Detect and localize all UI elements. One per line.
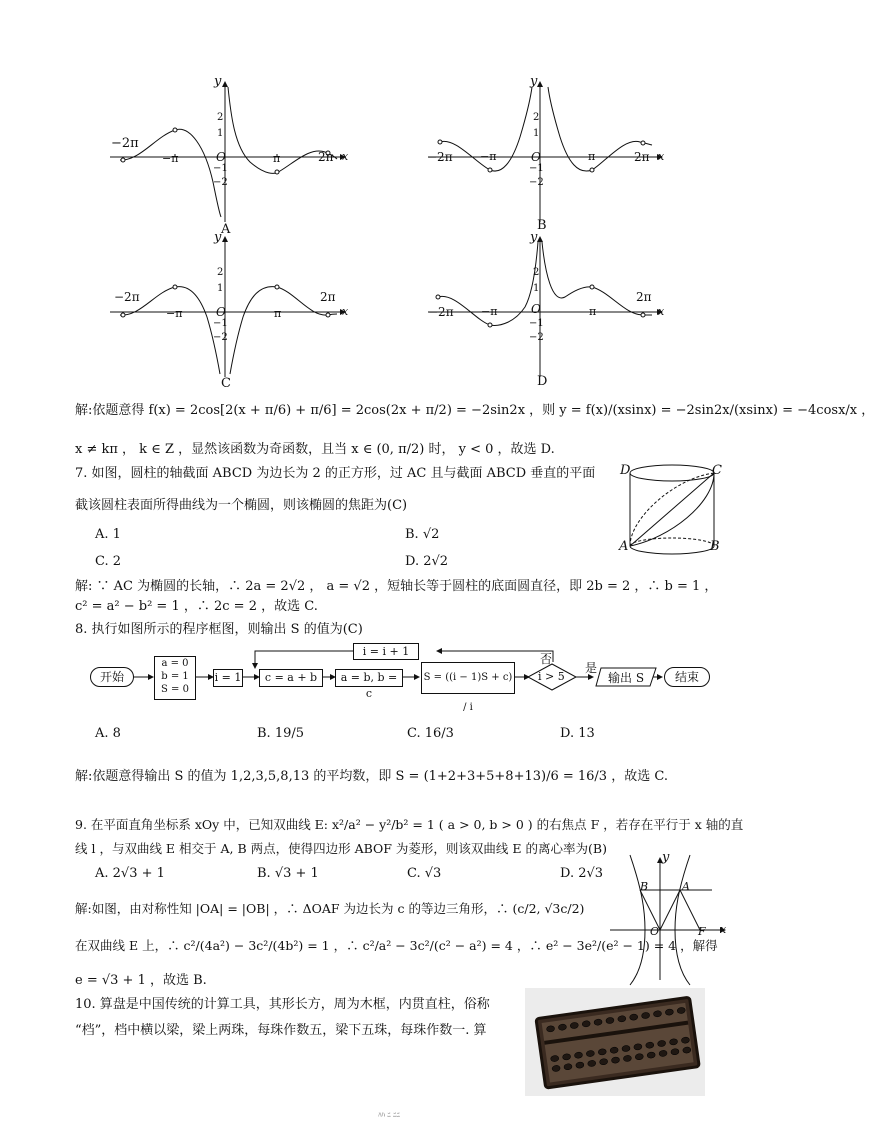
- graph-c-tick: −2π: [114, 290, 140, 304]
- graph-b-tick: −2π: [427, 150, 453, 164]
- graph-c-tick: 2: [217, 267, 224, 278]
- graph-a-tick: 2: [217, 112, 224, 123]
- flow-increment: i = i + 1: [353, 643, 419, 660]
- graph-b-tick: O: [531, 150, 541, 164]
- graph-d-tick: −2: [529, 332, 544, 343]
- graph-d-tick: −π: [481, 305, 498, 318]
- graph-b-tick: −π: [480, 150, 497, 163]
- q9-option-a: A. 2√3 + 1: [95, 866, 165, 881]
- graph-d-tick: O: [531, 302, 541, 316]
- graph-b-y-label: y: [530, 74, 538, 89]
- graph-c-tick: 2π: [320, 290, 336, 304]
- abacus-photo: [525, 988, 705, 1096]
- graph-b-caption: B: [537, 218, 547, 233]
- q8-option-c: C. 16/3: [407, 726, 454, 741]
- q7-solution-line1: 解: ∵ AC 为椭圆的长轴，∴ 2a = 2√2 ， a = √2 ，短轴长等于圆柱的底面圆直径，即 2b = 2 ，∴ b = 1 ，: [75, 579, 718, 594]
- graph-d-tick: 2: [533, 267, 540, 278]
- flow-yes-label: 是: [585, 661, 598, 675]
- graph-a: [110, 82, 345, 222]
- flow-i-init: i = 1: [213, 669, 243, 687]
- hyperbola-label-b: B: [640, 880, 649, 893]
- graph-c-tick: 1: [217, 283, 224, 294]
- q7-solution-line2: c² = a² − b² = 1 ，∴ 2c = 2 ，故选 C.: [75, 599, 318, 614]
- graph-a-x-label: x: [342, 150, 349, 163]
- graph-b: [428, 82, 665, 222]
- function-graphs: [0, 0, 794, 395]
- hyperbola-label-x: x: [720, 923, 727, 936]
- cylinder-label-b: B: [710, 539, 720, 554]
- graph-a-caption: A: [221, 222, 231, 237]
- graph-a-tick: −π: [162, 152, 179, 165]
- flow-end: 结束: [664, 667, 710, 687]
- flow-init: [154, 656, 196, 700]
- q8-stem: 8. 执行如图所示的程序框图，则输出 S 的值为(C): [75, 622, 363, 637]
- graph-b-tick: 2π: [634, 150, 650, 164]
- q9-stem-line1: 9. 在平面直角坐标系 xOy 中，已知双曲线 E: x²/a² − y²/b² = 1 ( a > 0, b > 0 ) 的右焦点 F ，若存在平行于 x 轴的直: [75, 817, 744, 832]
- graph-c-caption: C: [221, 376, 231, 391]
- graph-d-x-label: x: [658, 305, 665, 318]
- flow-s-assign: S = ((i − 1)S + c) / i: [421, 662, 515, 694]
- graph-a-tick: −1: [213, 163, 228, 174]
- graph-d-caption: D: [537, 374, 548, 389]
- footer-mark: ﾊﾊ ﾆ ﾆﾆ: [378, 1111, 400, 1119]
- hyperbola-label-a: A: [682, 880, 690, 893]
- graph-b-tick: π: [588, 150, 596, 163]
- q7-option-c: C. 2: [95, 554, 122, 569]
- q10-line1: 10. 算盘是中国传统的计算工具，其形长方，周为木框，内贯直柱，俗称: [75, 997, 490, 1012]
- q8-option-a: A. 8: [95, 726, 121, 741]
- graph-c-y-label: y: [214, 230, 222, 245]
- abacus-drawing: [525, 988, 705, 1096]
- q9-option-d: D. 2√3: [560, 866, 604, 881]
- flow-decision-text: i > 5: [538, 670, 565, 683]
- graph-b-tick: −1: [529, 163, 544, 174]
- flow-no-label: 否: [540, 652, 553, 666]
- hyperbola-figure: [600, 850, 730, 985]
- q9-solution-line2: 在双曲线 E 上，∴ c²/(4a²) − 3c²/(4b²) = 1 ，∴ c²/a² − 3c²/(c² − a²) = 4 ，∴ e² − 3e²/(e² − 1) = 4 ，解得: [75, 938, 718, 953]
- hyperbola-label-y: y: [662, 850, 670, 865]
- q9-solution-line1: 解:如图，由对称性知 |OA| = |OB| ，∴ ΔOAF 为边长为 c 的等边三角形，∴ (c/2, √3c/2): [75, 901, 585, 916]
- graph-b-x-label: x: [658, 150, 665, 163]
- graph-c-x-label: x: [342, 305, 349, 318]
- graph-c-tick: O: [216, 305, 226, 319]
- graph-a-tick: −2: [213, 177, 228, 188]
- graph-b-tick: 1: [533, 128, 540, 139]
- hyperbola-label-f: F: [698, 925, 706, 938]
- flow-ab-assign: a = b, b = c: [335, 669, 403, 687]
- graph-c: [110, 237, 345, 377]
- q7-option-b: B. √2: [405, 527, 440, 542]
- graph-c-tick: −π: [166, 307, 183, 320]
- graph-a-tick: O: [216, 150, 226, 164]
- q8-option-b: B. 19/5: [257, 726, 305, 741]
- flow-output: 输出 S: [608, 671, 645, 685]
- cylinder-label-a: A: [619, 539, 629, 554]
- graph-d: [428, 237, 665, 377]
- q6-solution-line1: 解:依题意得 f(x) = 2cos[2(x + π/6) + π/6] = 2cos(2x + π/2) = −2sin2x ，则 y = f(x)/(xsinx) = −2sin2x/(xsinx) = −4cosx/x ，: [75, 403, 874, 418]
- graph-d-tick: −1: [529, 318, 544, 329]
- q8-solution: 解:依题意得输出 S 的值为 1,2,3,5,8,13 的平均数，即 S = (1+2+3+5+8+13)/6 = 16/3 ，故选 C.: [75, 769, 668, 784]
- q9-option-b: B. √3 + 1: [257, 866, 319, 881]
- graph-d-tick: −2π: [428, 305, 454, 319]
- graph-c-tick: π: [274, 307, 282, 320]
- q9-option-c: C. √3: [407, 866, 442, 881]
- flow-start: 开始: [90, 667, 134, 687]
- q7-option-d: D. 2√2: [405, 554, 449, 569]
- flow-c-assign: c = a + b: [259, 669, 323, 687]
- graph-a-tick: 2π: [318, 150, 334, 164]
- graph-c-tick: −1: [213, 318, 228, 329]
- graph-d-tick: 2π: [636, 290, 652, 304]
- q8-option-d: D. 13: [560, 726, 595, 741]
- flow-init-s: S = 0: [161, 684, 189, 695]
- cylinder-label-d: D: [620, 463, 631, 478]
- graph-d-tick: π: [589, 305, 597, 318]
- q7-option-a: A. 1: [95, 527, 121, 542]
- q10-line2: “档”，档中横以梁，梁上两珠，每珠作数五，梁下五珠，每珠作数一. 算: [75, 1023, 487, 1038]
- graph-d-tick: 1: [533, 283, 540, 294]
- flow-init-a: a = 0: [161, 658, 189, 669]
- graph-a-tick: −2π: [111, 136, 139, 151]
- graph-b-tick: −2: [529, 177, 544, 188]
- hyperbola-label-o: O: [650, 925, 660, 938]
- flow-init-b: b = 1: [161, 671, 189, 682]
- graph-a-tick: 1: [217, 128, 224, 139]
- graph-d-y-label: y: [530, 230, 538, 245]
- graph-a-y-label: y: [214, 74, 222, 89]
- q9-solution-line3: e = √3 + 1 ，故选 B.: [75, 973, 207, 988]
- graph-c-tick: −2: [213, 332, 228, 343]
- q9-stem-line2: 线 l ，与双曲线 E 相交于 A, B 两点，使得四边形 ABOF 为菱形，则该双曲线 E 的离心率为(B): [75, 841, 607, 856]
- q7-stem-line2: 截该圆柱表面所得曲线为一个椭圆，则该椭圆的焦距为(C): [75, 498, 408, 513]
- q7-stem-line1: 7. 如图，圆柱的轴截面 ABCD 为边长为 2 的正方形，过 AC 且与截面 ABCD 垂直的平面: [75, 466, 596, 481]
- cylinder-label-c: C: [712, 463, 722, 478]
- graph-b-tick: 2: [533, 112, 540, 123]
- q6-solution-line2: x ≠ kπ ， k ∈ Z ，显然该函数为奇函数，且当 x ∈ (0, π/2) 时， y < 0 ，故选 D.: [75, 442, 555, 457]
- graph-a-tick: π: [273, 152, 281, 165]
